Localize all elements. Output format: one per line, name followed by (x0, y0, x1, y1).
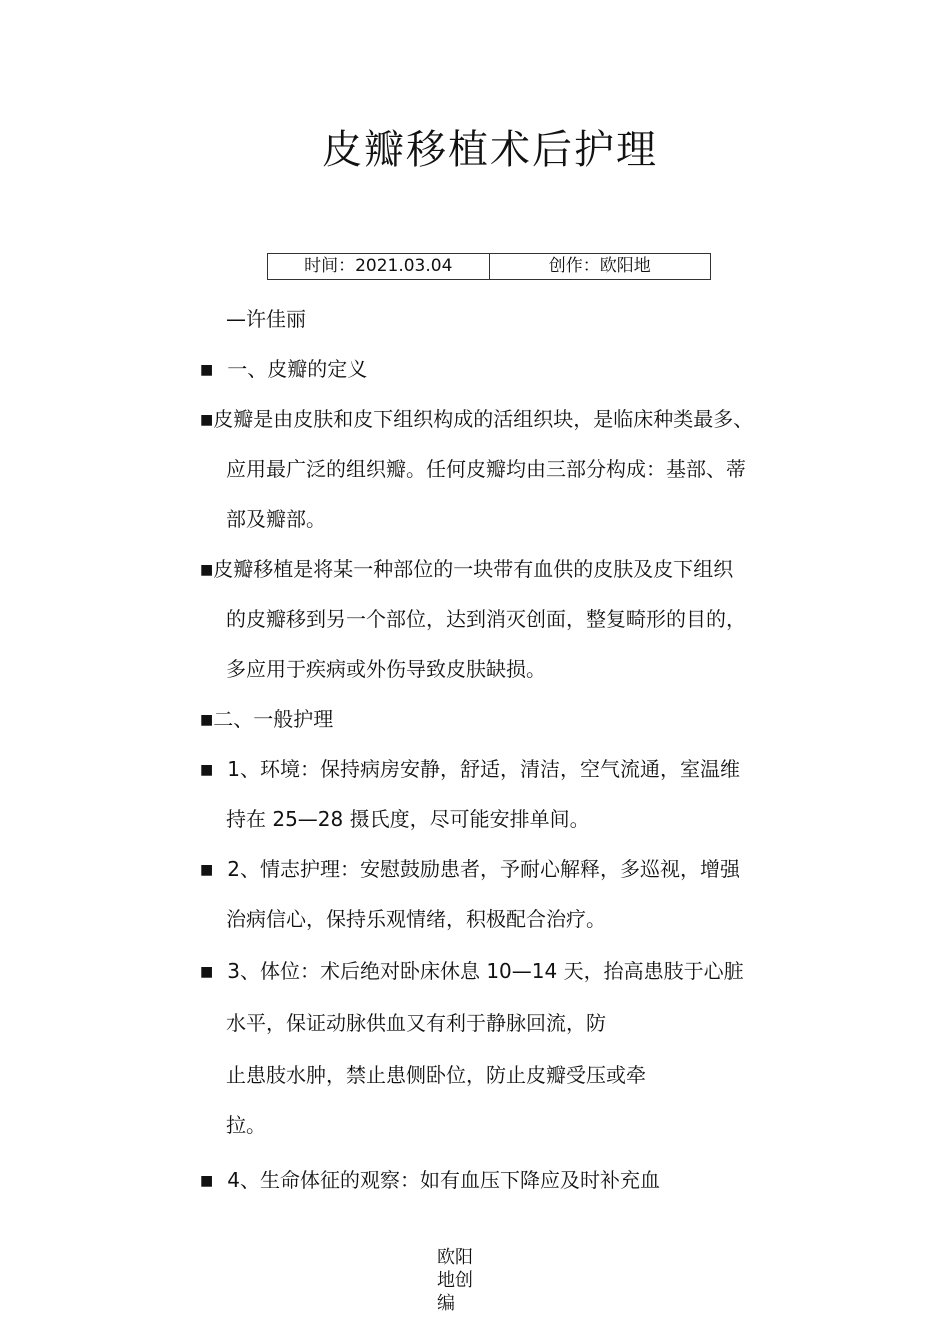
section-heading: ■ 一、皮瓣的定义 (200, 357, 368, 381)
paragraph-line: 应用最广泛的组织瓣。任何皮瓣均由三部分构成：基部、蒂 (226, 457, 746, 481)
bullet-icon: ■ (200, 964, 214, 980)
bullet-icon: ■ (200, 712, 214, 728)
paragraph-line: ■皮瓣是由皮肤和皮下组织构成的活组织块，是临床种类最多、 (200, 407, 754, 431)
footer-line: 地创 (437, 1270, 473, 1291)
bullet-icon: ■ (200, 562, 214, 578)
bullet-icon: ■ (200, 762, 214, 778)
paragraph-line: 持在 25—28 摄氏度，尽可能安排单间。 (226, 807, 590, 831)
bullet-icon: ■ (200, 1173, 214, 1189)
document-title: 皮瓣移植术后护理 (322, 127, 658, 173)
paragraph-line: 止患肢水肿，禁止患侧卧位，防止皮瓣受压或牵 (226, 1063, 646, 1087)
bullet-icon: ■ (200, 412, 214, 428)
paragraph-line: 多应用于疾病或外伤导致皮肤缺损。 (226, 657, 546, 681)
bullet-icon: ■ (200, 862, 214, 878)
footer-line: 编 (437, 1293, 455, 1314)
section-heading: ■二、一般护理 (200, 707, 334, 731)
paragraph-line: ■ 3、体位：术后绝对卧床休息 10—14 天，抬高患肢于心脏 (200, 959, 744, 983)
page-footer (437, 1246, 497, 1315)
byline: —许佳丽 (226, 307, 306, 331)
paragraph-line: 治病信心，保持乐观情绪，积极配合治疗。 (226, 907, 606, 931)
paragraph-line: ■ 1、环境：保持病房安静，舒适，清洁，空气流通，室温维 (200, 757, 740, 781)
meta-author: 创作：欧阳地 (489, 254, 711, 279)
bullet-icon: ■ (200, 362, 214, 378)
paragraph-line: ■ 2、情志护理：安慰鼓励患者，予耐心解释，多巡视，增强 (200, 857, 740, 881)
meta-table (267, 253, 711, 280)
paragraph-line: ■皮瓣移植是将某一种部位的一块带有血供的皮肤及皮下组织 (200, 557, 734, 581)
meta-time: 时间：2021.03.04 (304, 256, 453, 276)
paragraph-line: ■ 4、生命体征的观察：如有血压下降应及时补充血 (200, 1168, 660, 1192)
paragraph-line: 部及瓣部。 (226, 507, 326, 531)
footer-line: 欧阳 (437, 1247, 473, 1268)
paragraph-line: 的皮瓣移到另一个部位，达到消灭创面，整复畸形的目的， (226, 607, 746, 631)
paragraph-line: 拉。 (226, 1113, 266, 1137)
paragraph-line: 水平，保证动脉供血又有利于静脉回流，防 (226, 1011, 606, 1035)
